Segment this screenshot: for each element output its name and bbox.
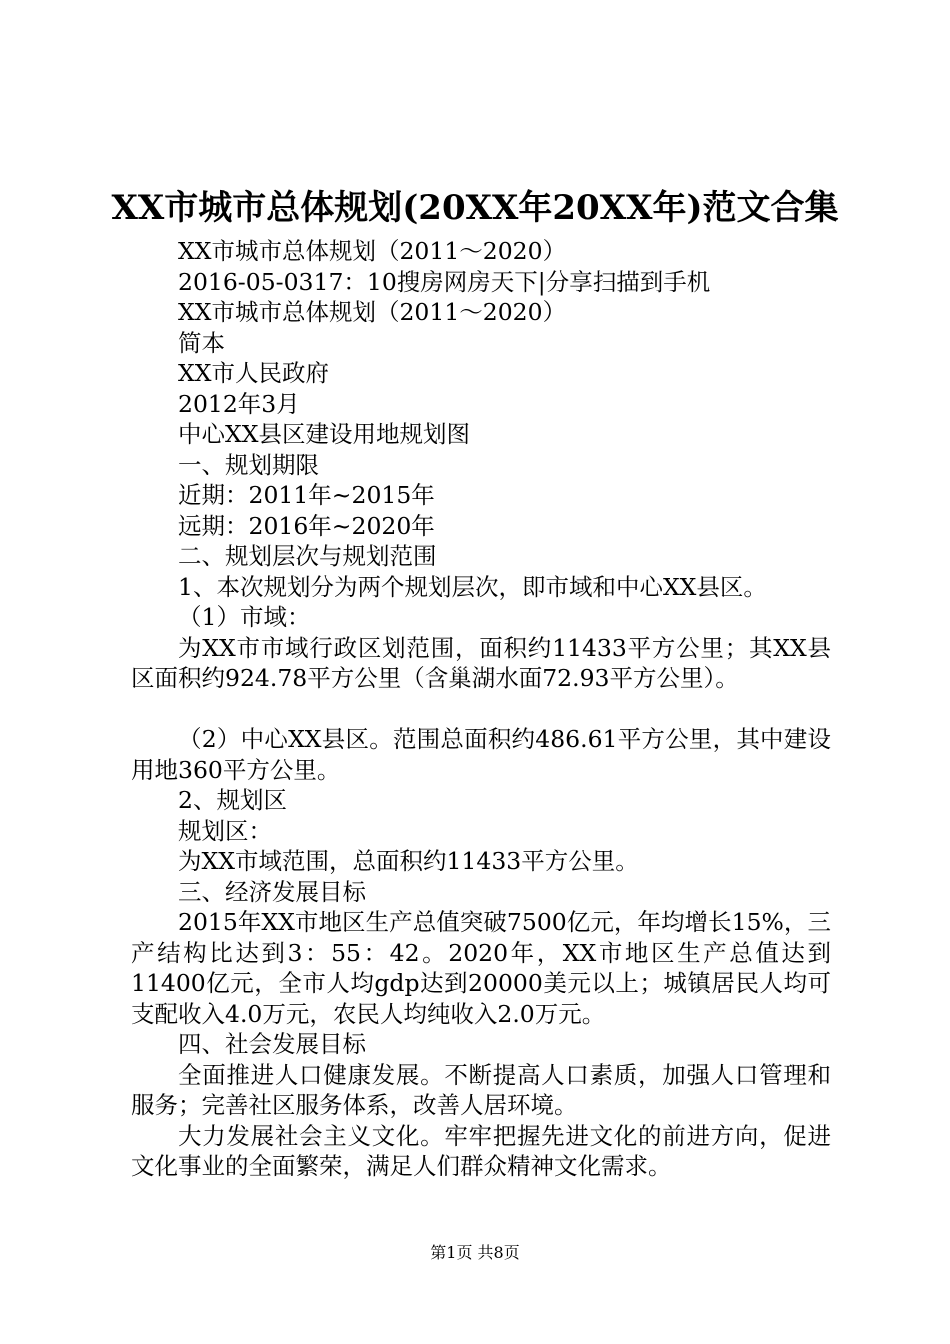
text-line: XX市人民政府 <box>178 359 329 387</box>
text-line: XX市城市总体规划（2011～2020） <box>178 298 567 326</box>
page-title: XX市城市总体规划(20XX年20XX年)范文合集 <box>111 188 839 228</box>
text-line: 1、本次规划分为两个规划层次，即市域和中心XX县区。 <box>178 572 767 601</box>
text-line: 简本 <box>178 328 225 357</box>
section-heading: 一、规划期限 <box>178 450 319 479</box>
paragraph: 2015年XX市地区生产总值突破7500亿元，年均增长15%，三产结构比达到3：55：42。2020年，XX市地区生产总值达到11400亿元，全市人均gdp达到20000美元以上；城镇居民人均可支配收入4.0万元，农民人均纯收入2.0万元。 <box>131 908 831 1028</box>
page-footer: 第1页 共8页 <box>430 1243 520 1262</box>
text-line: （1）市域： <box>178 603 311 631</box>
text-line: 2016-05-0317：10搜房网房天下|分享扫描到手机 <box>178 267 711 296</box>
text-line: 规划区： <box>178 816 272 845</box>
blank-line <box>131 694 831 725</box>
paragraph: （2）中心XX县区。范围总面积约486.61平方公里，其中建设用地360平方公里。 <box>131 725 831 784</box>
text-line: 中心XX县区建设用地规划图 <box>178 420 470 448</box>
paragraph: 为XX市市域行政区划范围，面积约11433平方公里；其XX县区面积约924.78平方公里（含巢湖水面72.93平方公里）。 <box>131 633 831 692</box>
text-line: 2012年3月 <box>178 389 300 418</box>
paragraph: 大力发展社会主义文化。牢牢把握先进文化的前进方向，促进文化事业的全面繁荣，满足人们群众精神文化需求。 <box>131 1121 831 1180</box>
section-heading: 四、社会发展目标 <box>178 1030 366 1058</box>
text-line: XX市城市总体规划（2011～2020） <box>178 237 567 265</box>
paragraph: 全面推进人口健康发展。不断提高人口素质，加强人口管理和服务；完善社区服务体系，改善人居环境。 <box>131 1060 831 1119</box>
text-line: 远期：2016年~2020年 <box>178 511 435 540</box>
text-line: 为XX市域范围，总面积约11433平方公里。 <box>178 847 639 875</box>
text-line: 近期：2011年~2015年 <box>178 481 435 509</box>
section-heading: 二、规划层次与规划范围 <box>178 542 437 570</box>
text-line: 2、规划区 <box>178 786 287 814</box>
section-heading: 三、经济发展目标 <box>178 877 366 906</box>
document-body <box>131 236 831 1182</box>
